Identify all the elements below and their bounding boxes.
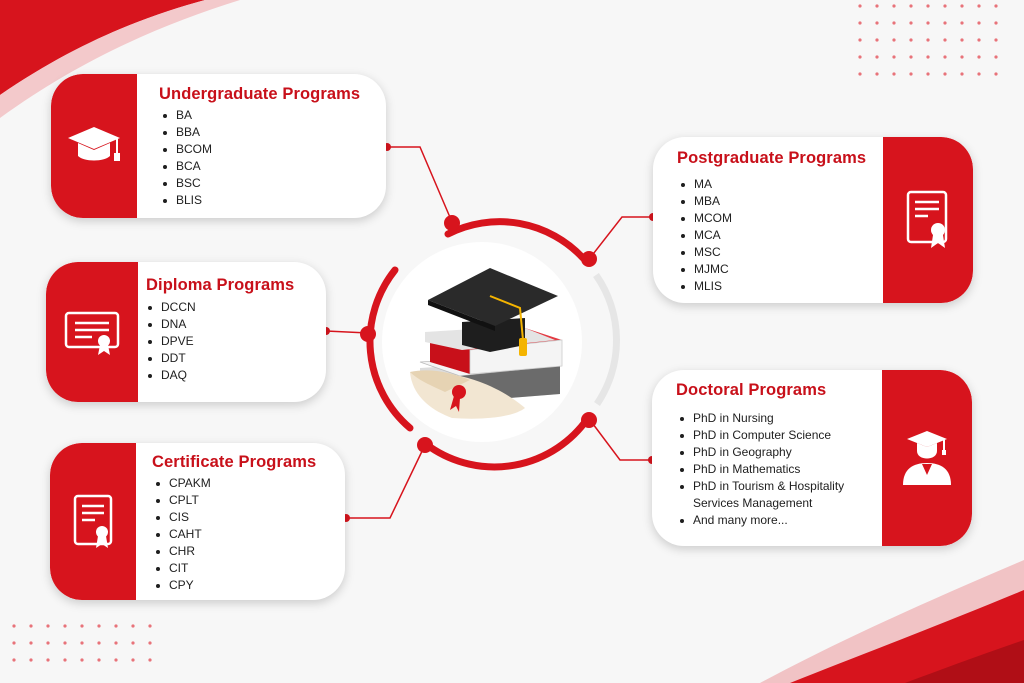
card-undergraduate — [51, 74, 386, 218]
list-item: DNA — [146, 316, 196, 333]
list-item: DAQ — [146, 367, 196, 384]
list-item: BA — [161, 107, 212, 124]
list-item: CPY — [154, 577, 211, 594]
list-item: MCA — [679, 227, 732, 244]
connector-undergraduate — [387, 147, 452, 222]
list-item: CIS — [154, 509, 211, 526]
list-item: CPAKM — [154, 475, 211, 492]
card-title: Certificate Programs — [152, 453, 317, 471]
certificate-document-icon — [69, 492, 117, 552]
connector-doctoral — [590, 420, 652, 460]
icon-panel — [883, 137, 973, 303]
list-item: BSC — [161, 175, 212, 192]
list-item: PhD in Tourism & Hospitality — [678, 478, 844, 495]
connector-postgraduate — [590, 217, 653, 258]
list-item: PhD in Geography — [678, 444, 844, 461]
program-list — [161, 107, 212, 209]
node-postgraduate — [581, 251, 597, 267]
list-item: And many more... — [678, 512, 844, 529]
node-diploma — [360, 326, 376, 342]
list-item: MA — [679, 176, 732, 193]
icon-panel — [46, 262, 138, 402]
node-certificate — [417, 437, 433, 453]
list-item: CHR — [154, 543, 211, 560]
program-list — [679, 176, 732, 295]
list-item: MSC — [679, 244, 732, 261]
icon-panel — [51, 74, 137, 218]
connector-certificate — [346, 445, 425, 518]
program-list — [154, 475, 211, 594]
program-list — [146, 299, 196, 384]
list-item: BCA — [161, 158, 212, 175]
list-item: CIT — [154, 560, 211, 577]
list-item: DCCN — [146, 299, 196, 316]
list-item: MCOM — [679, 210, 732, 227]
card-title: Doctoral Programs — [676, 381, 827, 399]
node-undergraduate — [444, 215, 460, 231]
graduate-person-icon — [897, 427, 957, 489]
list-item: DDT — [146, 350, 196, 367]
list-item: CPLT — [154, 492, 211, 509]
card-postgraduate — [653, 137, 973, 303]
list-item: PhD in Nursing — [678, 410, 844, 427]
list-item: CAHT — [154, 526, 211, 543]
list-item: DPVE — [146, 333, 196, 350]
list-item: BBA — [161, 124, 212, 141]
card-title: Postgraduate Programs — [677, 149, 867, 167]
card-diploma — [46, 262, 326, 402]
graduation-cap-icon — [64, 122, 124, 170]
diploma-certificate-icon — [62, 307, 122, 357]
list-item: PhD in Mathematics — [678, 461, 844, 478]
node-doctoral — [581, 412, 597, 428]
card-certificate — [50, 443, 345, 600]
list-item: MLIS — [679, 278, 732, 295]
list-item: MJMC — [679, 261, 732, 278]
card-doctoral — [652, 370, 972, 546]
list-item-continuation: Services Management — [693, 496, 813, 510]
certificate-document-icon — [904, 188, 952, 252]
list-item: MBA — [679, 193, 732, 210]
list-item: BLIS — [161, 192, 212, 209]
ring-arc-right — [596, 275, 617, 404]
card-title: Undergraduate Programs — [159, 85, 361, 103]
card-title: Diploma Programs — [146, 276, 295, 294]
icon-panel — [882, 370, 972, 546]
list-item: PhD in Computer Science — [678, 427, 844, 444]
list-item: BCOM — [161, 141, 212, 158]
program-list — [678, 410, 844, 529]
icon-panel — [50, 443, 136, 600]
